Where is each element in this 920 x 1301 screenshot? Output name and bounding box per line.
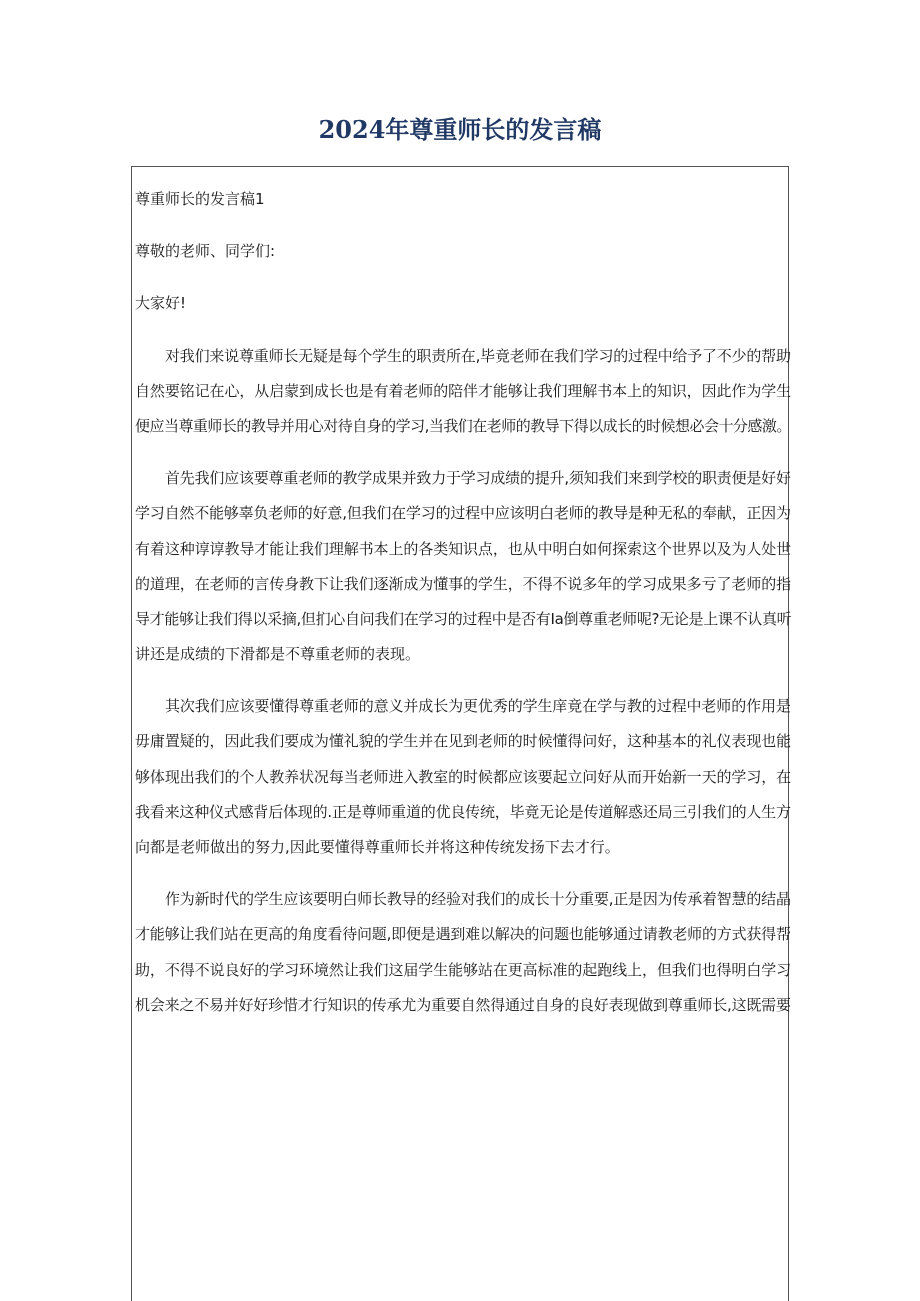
paragraph-line: 学习自然不能够辜负老师的好意,但我们在学习的过程中应该明白老师的教导是种无私的奉献，正因为	[135, 504, 791, 523]
greeting: 大家好!	[135, 294, 187, 313]
paragraph-line: 有着这种谆谆教导才能让我们理解书本上的各类知识点，也从中明白如何探索这个世界以及为人处世	[135, 539, 792, 558]
paragraph-line: 自然要铭记在心，从启蒙到成长也是有着老师的陪伴才能够让我们理解书本上的知识，因此作为学生	[135, 381, 792, 400]
paragraph-line: 向都是老师做出的努力,因此要懂得尊重师长并将这种传统发扬下去才行。	[135, 838, 620, 856]
paragraph-line: 便应当尊重师长的教导并用心对待自身的学习,当我们在老师的教导下得以成长的时候想必会十分感激。	[135, 416, 791, 435]
paragraph-line: 的道理，在老师的言传身教下让我们逐渐成为懂事的学生，不得不说多年的学习成果多亏了老师的指	[135, 574, 792, 593]
salutation: 尊敬的老师、同学们:	[135, 242, 276, 261]
paragraph-2	[135, 461, 791, 672]
paragraph-line: 其次我们应该要懂得尊重老师的意义并成长为更优秀的学生庠竟在学与教的过程中老师的作用是	[165, 697, 791, 716]
paragraph-3	[135, 689, 791, 865]
paragraph-line: 首先我们应该要尊重老师的教学成果并致力于学习成绩的提升,须知我们来到学校的职责便是好好	[165, 469, 791, 488]
paragraph-line: 够体现出我们的个人教养状况每当老师进入教室的时候都应该要起立问好从而开始新一天的学习，在	[135, 767, 792, 786]
spacer	[135, 269, 791, 286]
spacer	[135, 444, 791, 461]
section-heading: 尊重师长的发言稿1	[135, 190, 265, 208]
page-title: 2024年尊重师长的发言稿	[318, 115, 602, 144]
paragraph-4	[135, 882, 791, 1023]
document-body	[135, 182, 791, 1023]
paragraph-line: 作为新时代的学生应该要明白师长教导的经验对我们的成长十分重要,正是因为传承着智慧的结晶	[165, 890, 791, 909]
paragraph-line: 对我们来说尊重师长无疑是每个学生的职责所在,毕竟老师在我们学习的过程中给予了不少的帮助	[165, 346, 791, 365]
spacer	[135, 672, 791, 689]
paragraph-1	[135, 339, 791, 445]
spacer	[135, 865, 791, 882]
paragraph-line: 导才能够让我们得以采摘,但扪心自问我们在学习的过程中是否有Ia倒尊重老师呢?无论是上课不认真听	[135, 609, 792, 628]
spacer	[135, 322, 791, 339]
paragraph-line: 我看来这种仪式感背后体现的.正是尊师重道的优良传统，毕竟无论是传道解惑还局三引我们的人生方	[135, 802, 791, 821]
paragraph-line: 才能够让我们站在更高的角度看待问题,即便是遇到难以解决的问题也能够通过请教老师的方式获得帮	[135, 925, 791, 944]
paragraph-line: 毋庸置疑的，因此我们要成为懂礼貌的学生并在见到老师的时候懂得问好，这种基本的礼仪表现也能	[135, 732, 792, 751]
spacer	[135, 217, 791, 234]
paragraph-line: 讲还是成绩的下滑都是不尊重老师的表现。	[135, 645, 421, 664]
paragraph-line: 机会来之不易并好好珍惜才行知识的传承尤为重要自然得通过自身的良好表现做到尊重师长,这既需要	[135, 995, 791, 1014]
paragraph-line: 助，不得不说良好的学习环境然让我们这届学生能够站在更高标准的起跑线上，但我们也得明白学习	[135, 960, 792, 979]
